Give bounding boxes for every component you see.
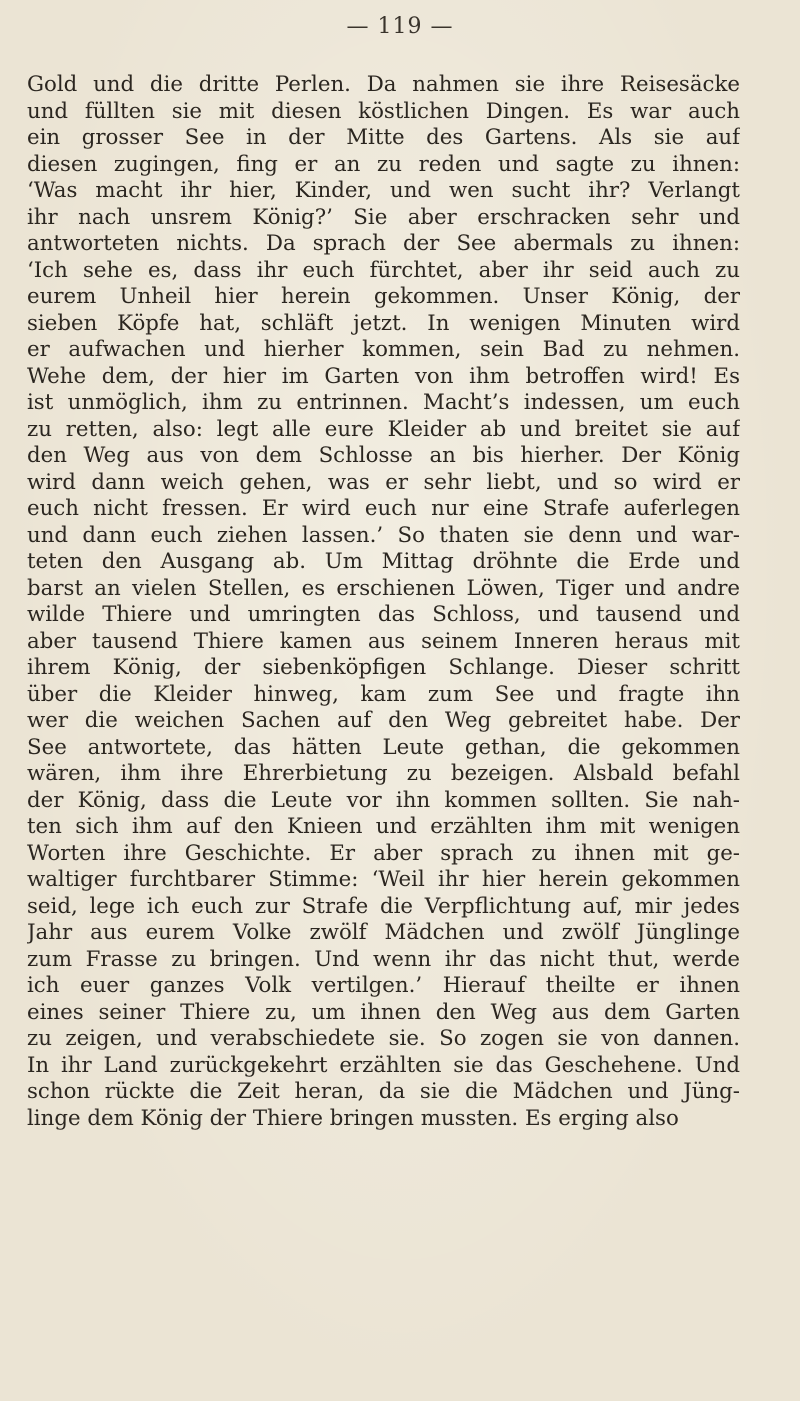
- text-line: aber tausend Thiere kamen aus seinem Inneren heraus mit: [27, 628, 740, 654]
- text-line: ‘Was macht ihr hier, Kinder, und wen sucht ihr? Verlangt: [27, 178, 740, 203]
- text-line: wer die weichen Sachen auf den Weg gebreitet habe. Der: [27, 708, 740, 733]
- text-line: wären, ihm ihre Ehrerbietung zu bezeigen. Alsbald befahl: [27, 761, 740, 786]
- text-line: linge dem König der Thiere bringen mussten. Es erging also: [27, 1105, 679, 1131]
- text-line: diesen zugingen, fing er an zu reden und sagte zu ihnen:: [27, 151, 740, 177]
- text-line: waltiger furchtbarer Stimme: ‘Weil ihr hier herein gekommen: [27, 867, 740, 892]
- text-line: und füllten sie mit diesen köstlichen Dingen. Es war auch: [27, 98, 740, 124]
- text-line: Gold und die dritte Perlen. Da nahmen sie ihre Reisesäcke: [27, 72, 740, 97]
- text-line: Worten ihre Geschichte. Er aber sprach zu ihnen mit ge-: [27, 840, 740, 866]
- text-line: und dann euch ziehen lassen.’ So thaten sie denn und war-: [27, 522, 740, 548]
- text-line: antworteten nichts. Da sprach der See abermals zu ihnen:: [27, 231, 740, 256]
- text-line: eines seiner Thiere zu, um ihnen den Weg aus dem Garten: [27, 999, 740, 1025]
- text-line: Jahr aus eurem Volke zwölf Mädchen und zwölf Jünglinge: [27, 920, 740, 945]
- text-line: In ihr Land zurückgekehrt erzählten sie das Geschehene. Und: [27, 1052, 740, 1078]
- text-line: ‘Ich sehe es, dass ihr euch fürchtet, aber ihr seid auch zu: [27, 257, 740, 283]
- text-line: zu retten, also: legt alle eure Kleider ab und breitet sie auf: [27, 416, 740, 442]
- text-line: sieben Köpfe hat, schläft jetzt. In wenigen Minuten wird: [27, 310, 740, 336]
- text-line: barst an vielen Stellen, es erschienen Löwen, Tiger und andre: [27, 575, 740, 601]
- text-line: ihr nach unsrem König?’ Sie aber erschracken sehr und: [27, 204, 740, 230]
- text-line: ihrem König, der siebenköpfigen Schlange. Dieser schritt: [27, 655, 740, 680]
- text-line: seid, lege ich euch zur Strafe die Verpflichtung auf, mir jedes: [27, 893, 740, 919]
- text-line: den Weg aus von dem Schlosse an bis hierher. Der König: [27, 443, 740, 468]
- text-line: ich euer ganzes Volk vertilgen.’ Hierauf theilte er ihnen: [27, 973, 740, 998]
- text-line: teten den Ausgang ab. Um Mittag dröhnte die Erde und: [27, 549, 740, 574]
- text-line: der König, dass die Leute vor ihn kommen sollten. Sie nah-: [27, 787, 740, 813]
- text-line: euch nicht fressen. Er wird euch nur eine Strafe auferlegen: [27, 496, 740, 521]
- text-line: über die Kleider hinweg, kam zum See und fragte ihn: [27, 681, 740, 707]
- page-number: — 119 —: [346, 14, 454, 39]
- text-line: eurem Unheil hier herein gekommen. Unser König, der: [27, 284, 740, 309]
- text-line: wird dann weich gehen, was er sehr liebt, und so wird er: [27, 469, 740, 495]
- text-line: schon rückte die Zeit heran, da sie die Mädchen und Jüng-: [27, 1079, 740, 1104]
- text-line: wilde Thiere und umringten das Schloss, und tausend und: [27, 602, 740, 627]
- text-line: See antwortete, das hätten Leute gethan, die gekommen: [27, 734, 740, 760]
- text-line: zum Frasse zu bringen. Und wenn ihr das nicht thut, werde: [27, 946, 740, 972]
- text-line: Wehe dem, der hier im Garten von ihm betroffen wird! Es: [27, 363, 740, 389]
- text-line: er aufwachen und hierher kommen, sein Bad zu nehmen.: [27, 337, 740, 362]
- text-line: ist unmöglich, ihm zu entrinnen. Macht’s indessen, um euch: [27, 390, 740, 415]
- text-line: ein grosser See in der Mitte des Gartens. Als sie auf: [27, 125, 740, 150]
- text-line: ten sich ihm auf den Knieen und erzählten ihm mit wenigen: [27, 814, 740, 839]
- body-text: [27, 72, 740, 1132]
- text-line: zu zeigen, und verabschiedete sie. So zogen sie von dannen.: [27, 1026, 740, 1051]
